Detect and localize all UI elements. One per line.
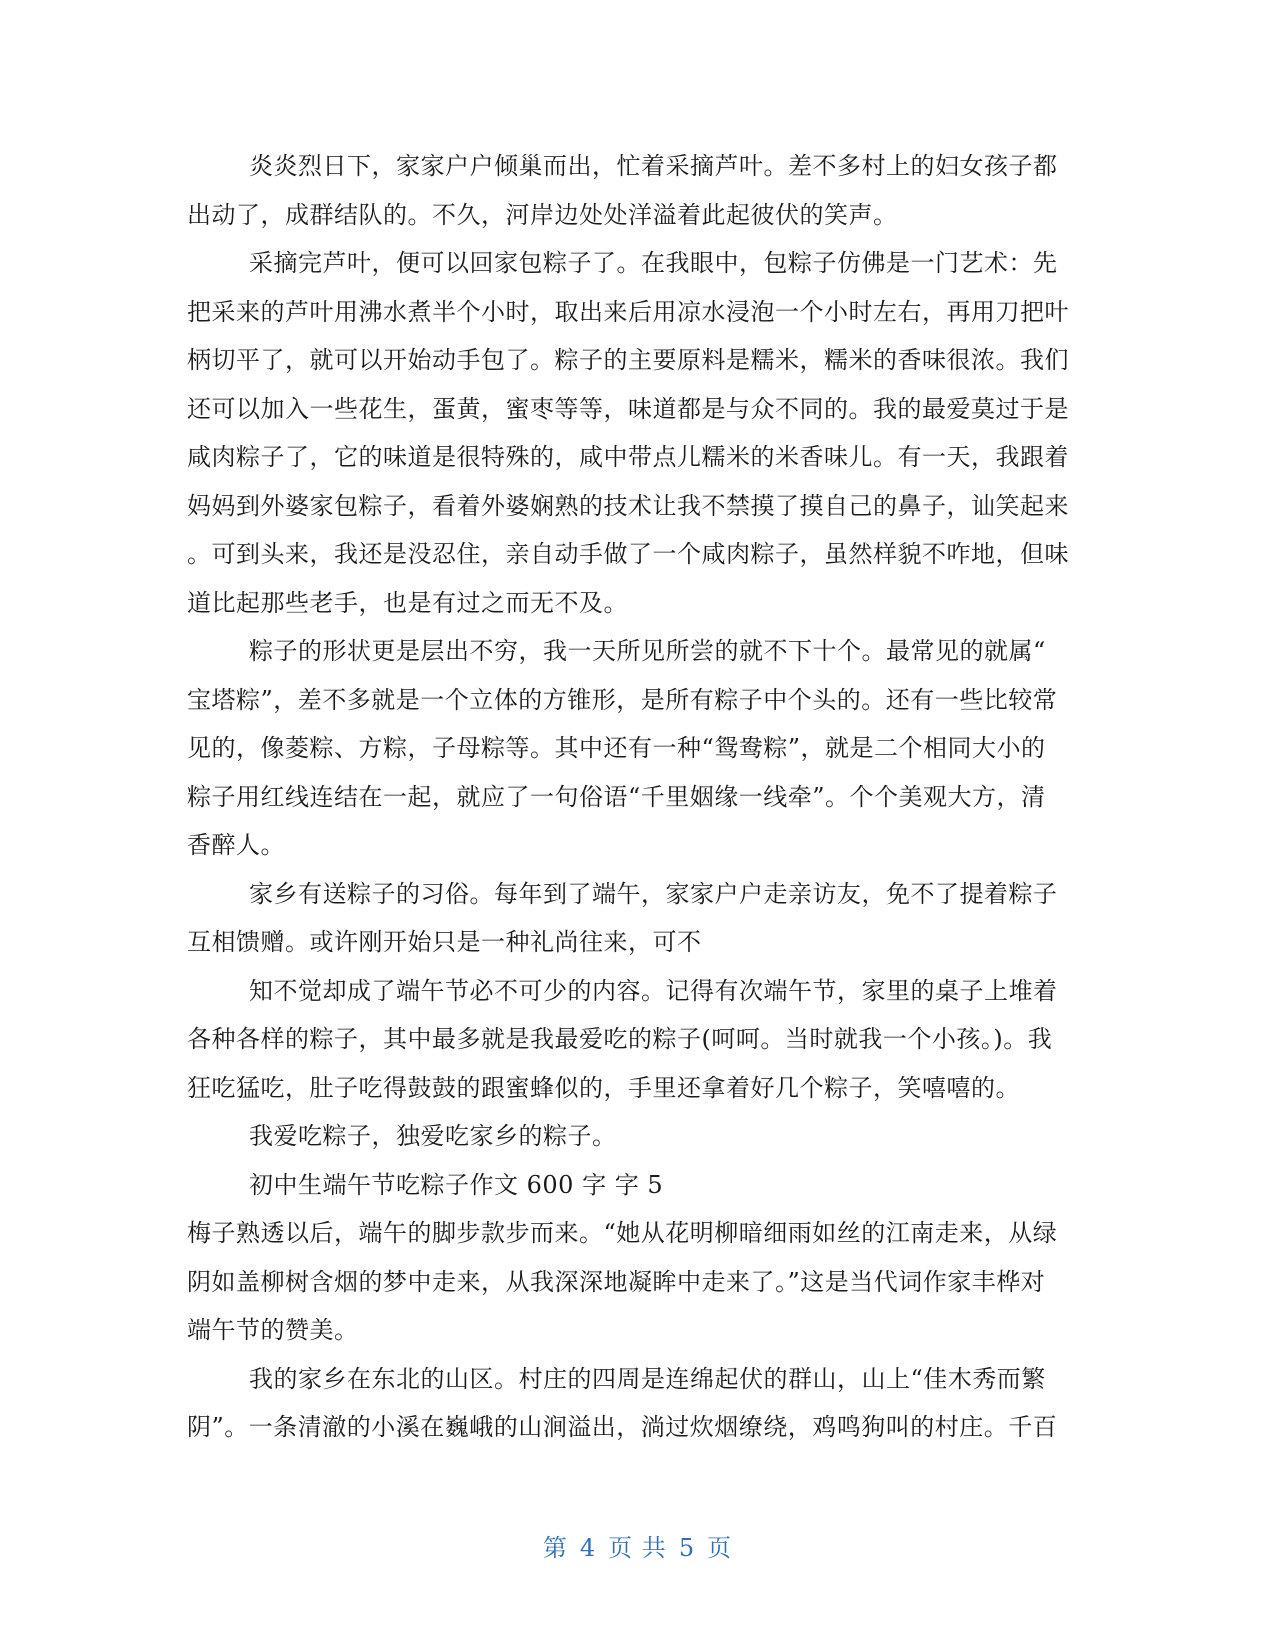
document-body (187, 142, 1092, 1452)
text-line: 咸肉粽子了，它的味道是很特殊的，咸中带点儿糯米的米香味儿。有一天，我跟着 (187, 443, 1069, 471)
text-line: 我爱吃粽子，独爱吃家乡的粽子。 (249, 1122, 617, 1150)
text-line: 梅子熟透以后，端午的脚步款步而来。“她从花明柳暗细雨如丝的江南走来，从绿 (187, 1219, 1058, 1247)
footer-total-pages: 5 (678, 1534, 696, 1562)
text-line: 出动了，成群结队的。不久，河岸边处处洋溢着此起彼伏的笑声。 (187, 200, 898, 229)
text-line: 香醉人。 (187, 831, 285, 859)
text-line: 互相馈赠。或许刚开始只是一种礼尚往来，可不 (187, 928, 702, 956)
text-line: 还可以加入一些花生，蛋黄，蜜枣等等，味道都是与众不同的。我的最爱莫过于是 (187, 394, 1069, 423)
text-line: 见的，像菱粽、方粽，子母粽等。其中还有一种“鸳鸯粽”，就是二个相同大小的 (187, 734, 1046, 762)
text-line: 妈妈到外婆家包粽子，看着外婆娴熟的技术让我不禁摸了摸自己的鼻子，讪笑起来 (187, 491, 1069, 520)
text-line: 采摘完芦叶，便可以回家包粽子了。在我眼中，包粽子仿佛是一门艺术：先 (249, 249, 1058, 277)
footer-prefix: 第 (542, 1534, 568, 1562)
text-line: 粽子用红线连结在一起，就应了一句俗语“千里姻缘一线牵”。个个美观大方，清 (187, 782, 1046, 811)
text-line: 柄切平了，就可以开始动手包了。粽子的主要原料是糯米，糯米的香味很浓。我们 (187, 346, 1069, 374)
text-line: 我的家乡在东北的山区。村庄的四周是连绵起伏的群山，山上“佳木秀而繁 (249, 1364, 1046, 1393)
text-line: 炎炎烈日下，家家户户倾巢而出，忙着采摘芦叶。差不多村上的妇女孩子都 (249, 152, 1058, 180)
text-line: 知不觉却成了端午节必不可少的内容。记得有次端午节，家里的桌子上堆着 (249, 976, 1058, 1005)
text-line: 阴”。一条清澈的小溪在巍峨的山涧溢出，淌过炊烟缭绕，鸡鸣狗叫的村庄。千百 (187, 1413, 1058, 1441)
text-line: 初中生端午节吃粽子作文 600 字 字 5 (249, 1170, 664, 1199)
text-line: 各种各样的粽子，其中最多就是我最爱吃的粽子(呵呵。当时就我一个小孩。)。我 (187, 1025, 1053, 1053)
text-line: 狂吃猛吃，肚子吃得鼓鼓的跟蜜蜂似的，手里还拿着好几个粽子，笑嘻嘻的。 (187, 1073, 1020, 1102)
text-line: 粽子的形状更是层出不穷，我一天所见所尝的就不下十个。最常见的就属“ (249, 637, 1046, 665)
text-line: 道比起那些老手，也是有过之而无不及。 (187, 588, 628, 617)
page-footer (0, 1528, 1275, 1563)
text-line: 阴如盖柳树含烟的梦中走来，从我深深地凝眸中走来了。”这是当代词作家丰桦对 (187, 1267, 1046, 1296)
text-line: 。可到头来，我还是没忍住，亲自动手做了一个咸肉粽子，虽然样貌不咋地，但味 (187, 540, 1069, 568)
text-line: 把采来的芦叶用沸水煮半个小时，取出来后用凉水浸泡一个小时左右，再用刀把叶 (187, 297, 1069, 326)
text-line: 端午节的赞美。 (187, 1316, 359, 1344)
text-line: 家乡有送粽子的习俗。每年到了端午，家家户户走亲访友，免不了提着粽子 (249, 879, 1058, 908)
footer-suffix: 页 (707, 1534, 733, 1562)
footer-middle: 页 共 (608, 1534, 667, 1562)
footer-current-page: 4 (579, 1534, 597, 1562)
text-line: 宝塔粽”，差不多就是一个立体的方锥形，是所有粽子中个头的。还有一些比较常 (187, 685, 1058, 714)
